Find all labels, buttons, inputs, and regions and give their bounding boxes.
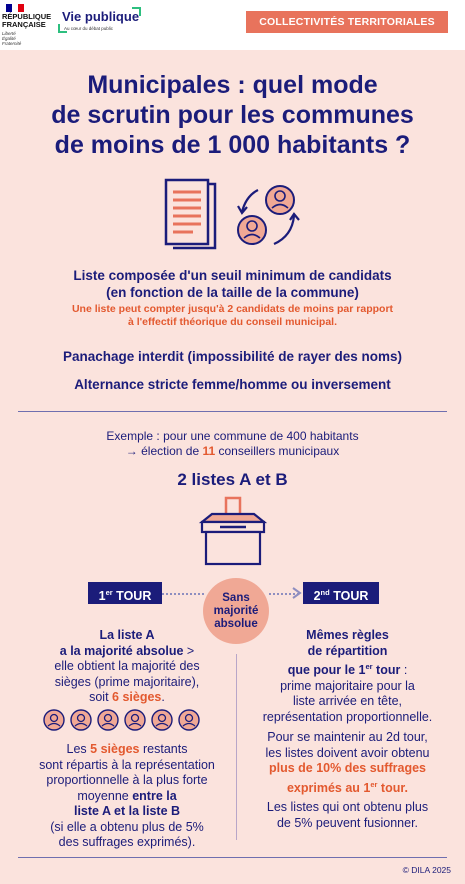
person-icon [97,709,119,731]
person-icon [43,709,65,731]
divider [18,411,447,412]
tour2-label: 2nd TOUR [303,582,379,604]
footer-divider [18,857,447,858]
column-divider [236,654,237,840]
list-composition-note: Une liste peut compter jusqu'à 2 candidats de moins par rapport à l'effectif théorique du conseil municipal. [71,303,394,328]
tour2-fusion-text: Les listes qui ont obtenu plus de 5% peuvent fusionner. [266,800,429,830]
seats-faces [43,709,200,731]
vie-publique-tagline: Au cœur du débat public [64,26,114,31]
french-flag-icon [6,4,24,12]
people-cycle-icon [228,176,308,256]
connector-line [162,593,204,595]
tour1-remaining-text: Les 5 sièges restants sont répartis à la représentation proportionnelle à la plus forte moyenne entre la liste A et la liste B (si elle a obtenu plus de 5% des suffrages exprimés). [39,742,215,849]
republique-francaise-logo: RÉPUBLIQUE FRANÇAISE [2,12,52,29]
sans-majorite-badge: Sans majorité absolue [203,578,269,644]
person-icon [70,709,92,731]
vie-publique-logo: Vie publique [62,9,140,24]
document-icon [163,178,218,250]
ballot-box-icon [198,496,268,568]
person-icon [178,709,200,731]
category-badge: COLLECTIVITÉS TERRITORIALES [246,11,448,33]
person-icon [124,709,146,731]
tour2-text: Mêmes règles de répartition que pour le 1er tour : prime majoritaire pour la liste arrivée en tête, représentation proportionnelle. [262,628,433,724]
lists-heading: 2 listes A et B [177,470,288,489]
example-text: Exemple : pour une commune de 400 habitants → élection de 11 conseillers municipaux [106,429,359,458]
devise: Liberté Égalité Fraternité [2,31,22,46]
alternance-text: Alternance stricte femme/homme ou inversement [74,377,391,392]
header-bar [0,0,465,50]
copyright: © DILA 2025 [402,865,451,875]
tour1-text: La liste A a la majorité absolue > elle obtient la majorité des sièges (prime majoritaire), soit 6 sièges. [54,628,200,704]
list-composition-text: Liste composée d'un seuil minimum de candidats (en fonction de la taille de la commune) [73,268,392,300]
tour2-maintien-text: Pour se maintenir au 2d tour, les listes doivent avoir obtenu plus de 10% des suffrages exprimés au 1er tour. [265,730,430,795]
arrow-right-icon [292,587,302,599]
person-icon [151,709,173,731]
panachage-text: Panachage interdit (impossibilité de rayer des noms) [62,349,403,364]
page-title: Municipales : quel mode de scrutin pour les communes de moins de 1 000 habitants ? [51,71,414,159]
tour1-label: 1er TOUR [88,582,162,604]
